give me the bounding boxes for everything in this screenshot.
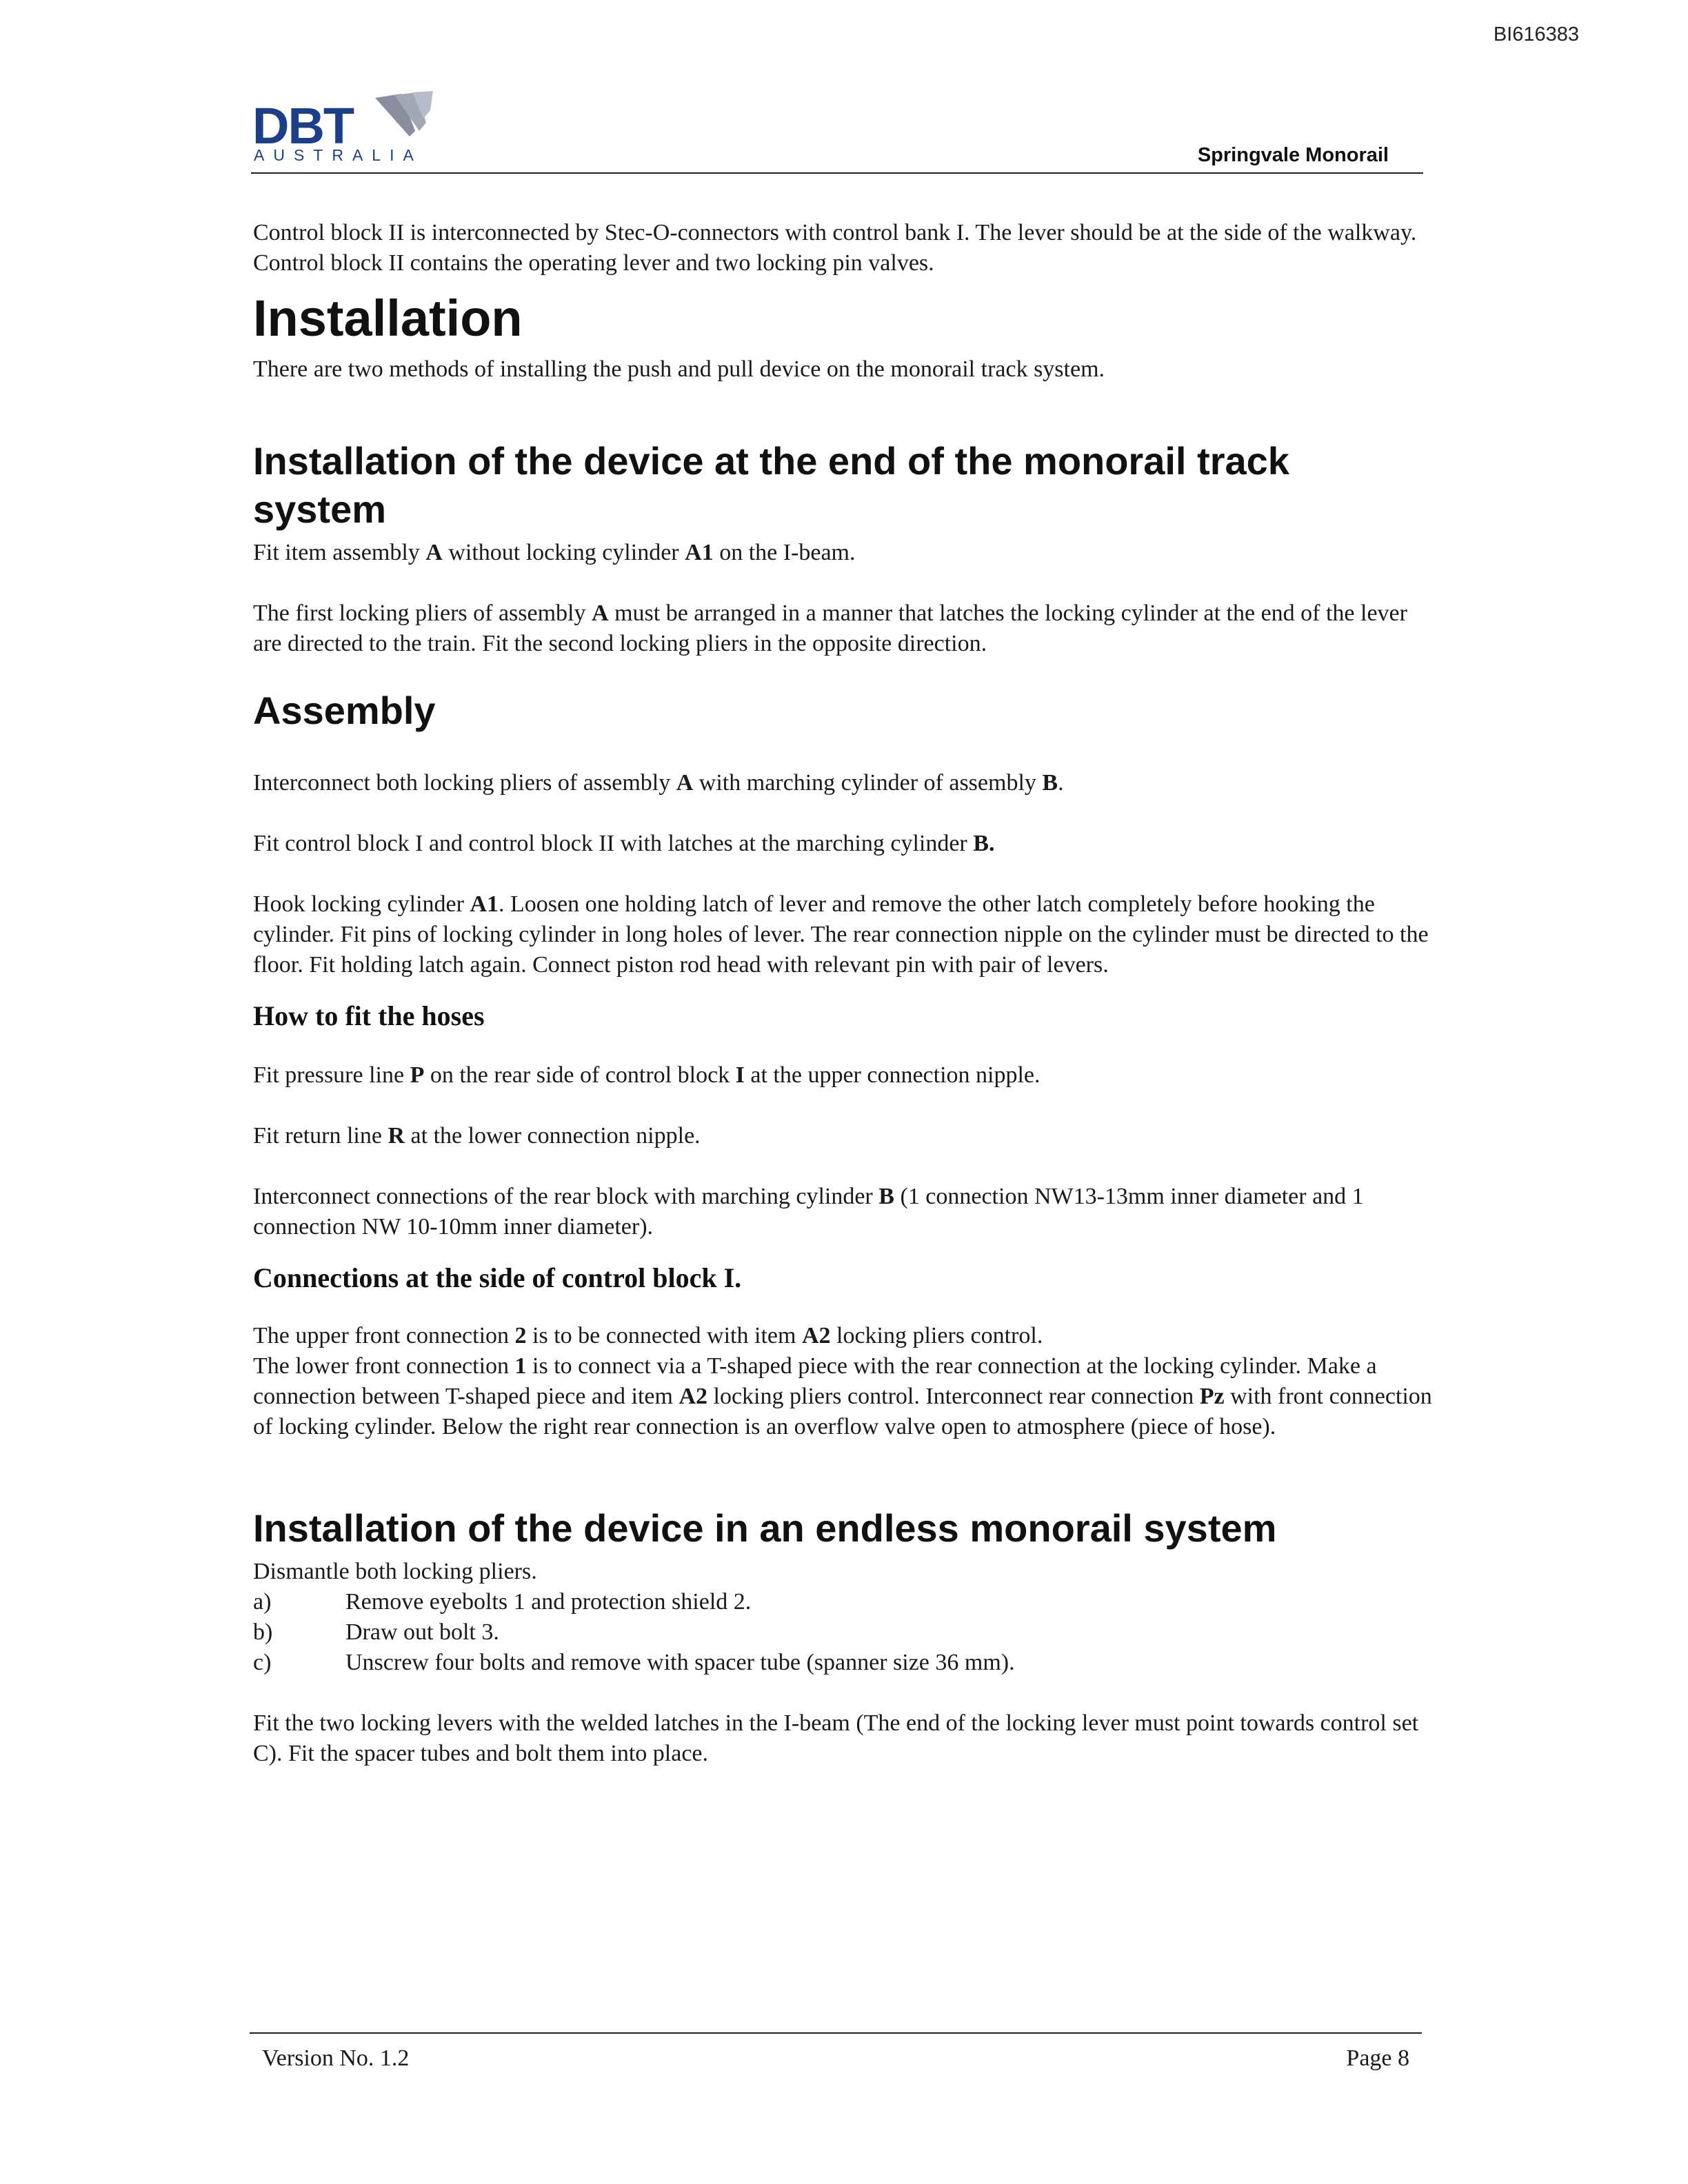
upper-front-paragraph: The upper front connection 2 is to be connected with item A2 locking pliers control. — [253, 1323, 1043, 1348]
first-pliers-paragraph: The first locking pliers of assembly A must be arranged in a manner that latches the locking cylinder at the end of the lever are directed to the train. Fit the second locking pliers in the opposite direction. — [253, 600, 1407, 656]
logo-subtitle: AUSTRALIA — [254, 146, 423, 164]
dismantle-paragraph: Dismantle both locking pliers. — [253, 1559, 537, 1584]
list-item: c) Unscrew four bolts and remove with spacer tube (spanner size 36 mm). — [253, 1650, 1015, 1675]
page-footer — [250, 2032, 1422, 2071]
hook-cylinder-paragraph: Hook locking cylinder A1. Loosen one holding latch of lever and remove the other latch completely before hooking the cylinder. Fit pins of locking cylinder in long holes of lever. The rear connection nipple on the cylinder must be directed to the floor. Fit holding latch again. Connect piston rod head with relevant pin with pair of levers. — [253, 891, 1429, 978]
logo-wordmark: DBT — [252, 97, 354, 154]
intro-paragraph-2: Control block II contains the operating lever and two locking pin valves. — [253, 250, 934, 276]
fit-control-paragraph: Fit control block I and control block II with latches at the marching cylinder B. — [253, 831, 995, 856]
document-id: BI616383 — [1493, 23, 1579, 46]
logo-swoosh-icon — [374, 91, 436, 139]
heading-installation-endless: Installation of the device in an endless monorail system — [253, 1506, 1277, 1550]
interconnect-pliers-paragraph: Interconnect both locking pliers of assembly A with marching cylinder of assembly B. — [253, 770, 1064, 796]
fit-item-paragraph: Fit item assembly A without locking cylinder A1 on the I-beam. — [253, 540, 856, 565]
rear-block-paragraph: Interconnect connections of the rear block with marching cylinder B (1 connection NW13-13mm inner diameter and 1 connection NW 10-10mm inner diameter). — [253, 1184, 1364, 1240]
heading-installation-end: Installation of the device at the end of the monorail track system — [253, 439, 1289, 531]
version-number: Version No. 1.2 — [262, 2045, 410, 2071]
header-title: Springvale Monorail — [1197, 144, 1389, 166]
pressure-line-paragraph: Fit pressure line P on the rear side of control block I at the upper connection nipple. — [253, 1062, 1041, 1088]
heading-installation: Installation — [253, 290, 523, 347]
document-body — [253, 218, 1432, 1769]
list-item: a) Remove eyebolts 1 and protection shield 2. — [253, 1589, 752, 1615]
fit-levers-paragraph: Fit the two locking levers with the welded latches in the I-beam (The end of the locking lever must point towards control set C). Fit the spacer tubes and bolt them into place. — [253, 1710, 1419, 1766]
installation-paragraph: There are two methods of installing the push and pull device on the monorail track system. — [253, 356, 1105, 382]
heading-assembly: Assembly — [253, 689, 436, 732]
lower-front-paragraph: The lower front connection 1 is to connect via a T-shaped piece with the rear connection at the locking cylinder. Make a connection between T-shaped piece and item A2 locking pliers control. Interconnect rear connection Pz with front connection of locking cylinder. Below the right rear connection is an overflow valve open to atmosphere (piece of hose). — [253, 1353, 1432, 1439]
dismantle-steps-list — [253, 1587, 1432, 1678]
company-logo — [251, 91, 437, 168]
heading-connections: Connections at the side of control block I. — [253, 1262, 742, 1293]
list-item: b) Draw out bolt 3. — [253, 1619, 499, 1645]
heading-fit-hoses: How to fit the hoses — [253, 1000, 485, 1031]
page-number: Page 8 — [1346, 2045, 1409, 2071]
intro-paragraph-1: Control block II is interconnected by Stec-O-connectors with control bank I. The lever should be at the side of the walkway. — [253, 220, 1417, 245]
return-line-paragraph: Fit return line R at the lower connection nipple. — [253, 1123, 701, 1149]
page-header — [251, 91, 1423, 174]
